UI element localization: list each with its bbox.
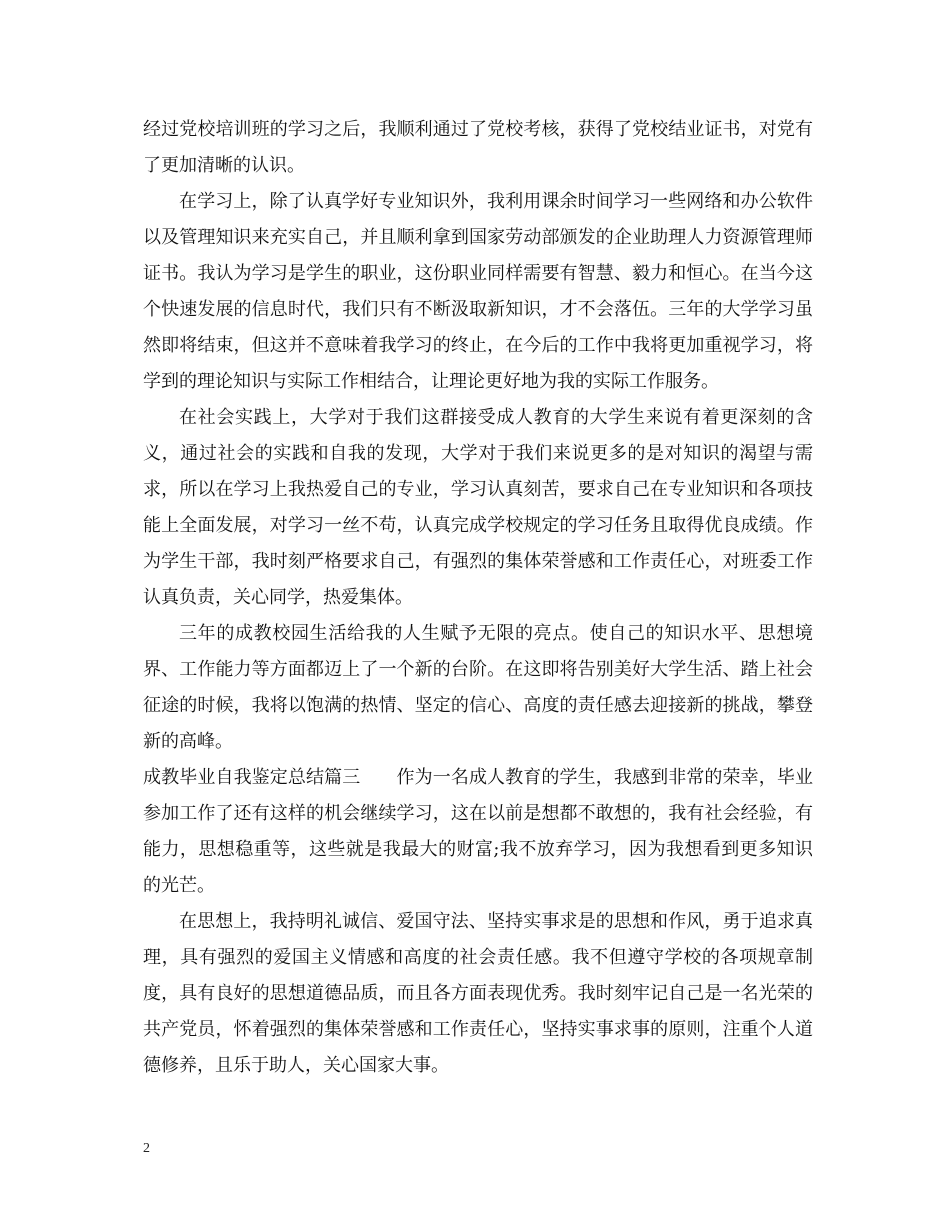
paragraph-party-school: 经过党校培训班的学习之后，我顺利通过了党校考核，获得了党校结业证书，对党有了更加清晰的认识。 — [143, 119, 813, 176]
paragraph-section-three — [143, 760, 813, 904]
paragraph-campus-life: 三年的成教校园生活给我的人生赋予无限的亮点。使自己的知识水平、思想境界、工作能力等方面都迈上了一个新的台阶。在这即将告别美好大学生活、踏上社会征途的时候，我将以饱满的热情、坚定的信心、高度的责任感去迎接新的挑战，攀登新的高峰。 — [143, 623, 813, 752]
section-three-text: 作为一名成人教育的学生，我感到非常的荣幸，毕业参加工作了还有这样的机会继续学习，这在以前是想都不敢想的，我有社会经验，有能力，思想稳重等，这些就是我最大的财富;我不放弃学习，因为我想看到更多知识的光芒。 — [143, 767, 814, 896]
document-body — [143, 112, 813, 1084]
paragraph-ideology: 在思想上，我持明礼诚信、爱国守法、坚持实事求是的思想和作风，勇于追求真理，具有强烈的爱国主义情感和高度的社会责任感。我不但遵守学校的各项规章制度，具有良好的思想道德品质，而且各方面表现优秀。我时刻牢记自己是一名光荣的共产党员，怀着强烈的集体荣誉感和工作责任心，坚持实事求事的原则，注重个人道德修养，且乐于助人，关心国家大事。 — [143, 911, 813, 1076]
paragraph-social-practice: 在社会实践上，大学对于我们这群接受成人教育的大学生来说有着更深刻的含义，通过社会的实践和自我的发现，大学对于我们来说更多的是对知识的渴望与需求，所以在学习上我热爱自己的专业，学习认真刻苦，要求自己在专业知识和各项技能上全面发展，对学习一丝不苟，认真完成学校规定的学习任务且取得优良成绩。作为学生干部，我时刻严格要求自己，有强烈的集体荣誉感和工作责任心，对班委工作认真负责，关心同学，热爱集体。 — [143, 407, 813, 608]
paragraph-study: 在学习上，除了认真学好专业知识外，我利用课余时间学习一些网络和办公软件以及管理知识来充实自己，并且顺利拿到国家劳动部颁发的企业助理人力资源管理师证书。我认为学习是学生的职业，这份职业同样需要有智慧、毅力和恒心。在当今这个快速发展的信息时代，我们只有不断汲取新知识，才不会落伍。三年的大学学习虽然即将结束，但这并不意味着我学习的终止，在今后的工作中我将更加重视学习，将学到的理论知识与实际工作相结合，让理论更好地为我的实际工作服务。 — [143, 191, 813, 392]
page-number: 2 — [143, 1141, 150, 1156]
section-heading: 成教毕业自我鉴定总结篇三 — [143, 767, 361, 788]
